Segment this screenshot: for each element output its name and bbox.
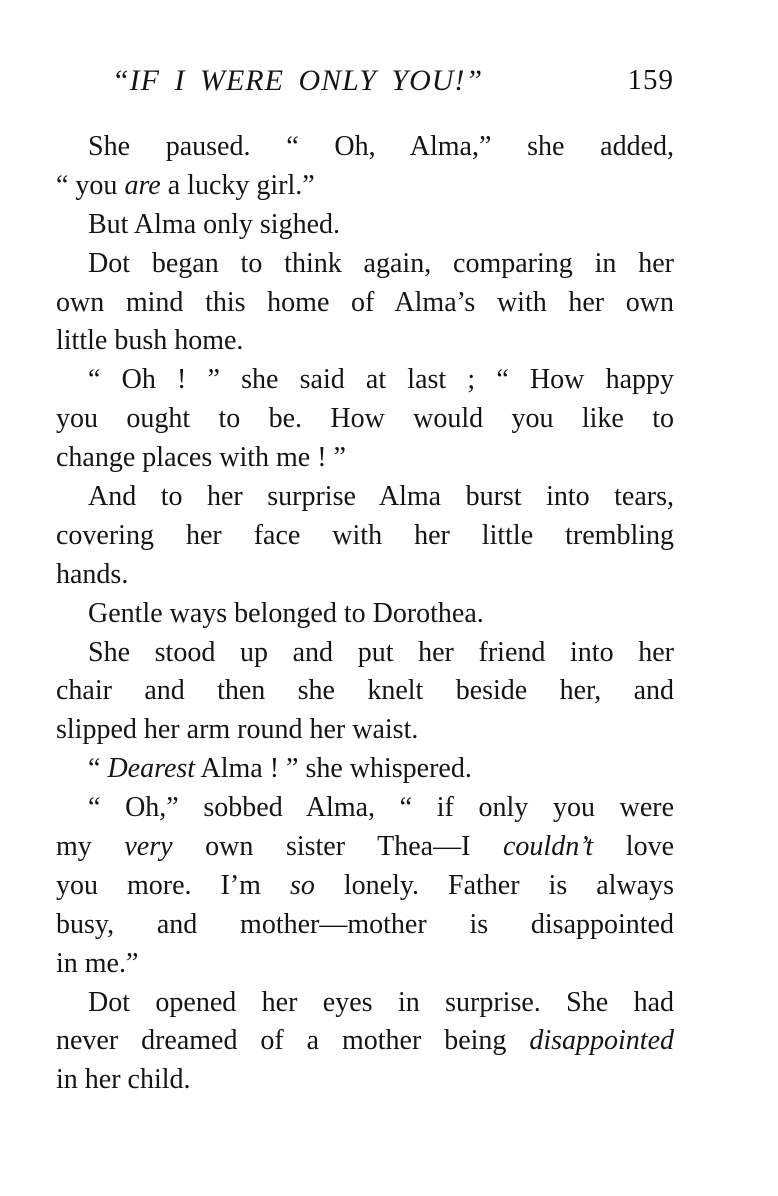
paragraph: [56, 750, 674, 789]
text-segment: change places with me ! ”: [56, 442, 346, 474]
text-segment: you ought to be. How would you like to: [56, 403, 674, 435]
running-title: “IF I WERE ONLY YOU!”: [112, 64, 484, 97]
paragraph: [56, 245, 674, 362]
text-segment: “: [88, 753, 108, 785]
text-line: [56, 517, 674, 556]
text-segment: never dreamed of a mother being: [56, 1025, 530, 1057]
paragraph: [56, 361, 674, 478]
text-segment: love: [593, 831, 675, 863]
text-line: [56, 439, 674, 478]
book-page: [56, 58, 674, 1100]
text-line: [56, 906, 674, 945]
text-line: [56, 167, 674, 206]
text-line: [56, 1061, 674, 1100]
italic-text: Dearest: [107, 753, 196, 785]
text-segment: lonely. Father is always: [314, 869, 674, 901]
text-segment: own sister Thea—I: [172, 831, 503, 863]
text-segment: little bush home.: [56, 325, 244, 357]
paragraph: [56, 478, 674, 595]
text-line: [56, 284, 674, 323]
text-line: [56, 867, 674, 906]
text-line: [56, 595, 674, 634]
text-line: [56, 984, 674, 1023]
text-segment: “ Oh ! ” she said at last ; “ How happy: [88, 364, 674, 396]
paragraph: [56, 128, 674, 206]
text-segment: in me.”: [56, 947, 139, 979]
text-line: [56, 1022, 674, 1061]
text-line: [56, 400, 674, 439]
text-line: [56, 750, 674, 789]
text-line: [56, 556, 674, 595]
text-line: [56, 634, 674, 673]
italic-text: couldn’t: [503, 831, 594, 863]
text-line: [56, 711, 674, 750]
text-segment: “ Oh,” sobbed Alma, “ if only you were: [88, 792, 674, 824]
paragraph: [56, 206, 674, 245]
page-number: 159: [627, 64, 674, 96]
page-header: [56, 58, 674, 108]
text-segment: And to her surprise Alma burst into tears,: [88, 481, 674, 513]
text-segment: busy, and mother—mother is disappointed: [56, 908, 674, 940]
paragraph: [56, 789, 674, 983]
text-line: [56, 828, 674, 867]
text-segment: own mind this home of Alma’s with her own: [56, 286, 674, 318]
text-segment: you more. I’m: [56, 869, 290, 901]
text-segment: slipped her arm round her waist.: [56, 714, 419, 746]
paragraph: [56, 984, 674, 1101]
text-segment: She paused. “ Oh, Alma,” she added,: [88, 131, 674, 162]
text-segment: Dot began to think again, comparing in her: [88, 247, 674, 279]
text-segment: Gentle ways belonged to Dorothea.: [88, 597, 484, 629]
paragraph: [56, 634, 674, 751]
text-line: [56, 322, 674, 361]
text-line: [56, 789, 674, 828]
text-line: [56, 361, 674, 400]
body-text: [56, 128, 674, 1100]
text-segment: But Alma only sighed.: [88, 208, 340, 240]
text-segment: Dot opened her eyes in surprise. She had: [88, 986, 674, 1018]
italic-text: disappointed: [529, 1025, 674, 1057]
italic-text: so: [289, 869, 315, 901]
text-segment: a lucky girl.”: [160, 169, 315, 201]
text-segment: covering her face with her little trembling: [56, 519, 674, 551]
text-segment: in her child.: [56, 1064, 191, 1096]
text-line: [56, 128, 674, 167]
text-segment: Alma ! ” she whispered.: [195, 753, 472, 785]
italic-text: are: [124, 169, 161, 201]
text-line: [56, 206, 674, 245]
text-segment: my: [56, 831, 125, 863]
text-line: [56, 672, 674, 711]
text-line: [56, 478, 674, 517]
text-line: [56, 945, 674, 984]
text-segment: hands.: [56, 558, 129, 590]
text-segment: “ you: [56, 169, 125, 201]
paragraph: [56, 595, 674, 634]
text-line: [56, 245, 674, 284]
italic-text: very: [124, 831, 173, 863]
text-segment: chair and then she knelt beside her, and: [56, 675, 674, 707]
text-segment: She stood up and put her friend into her: [88, 636, 674, 668]
